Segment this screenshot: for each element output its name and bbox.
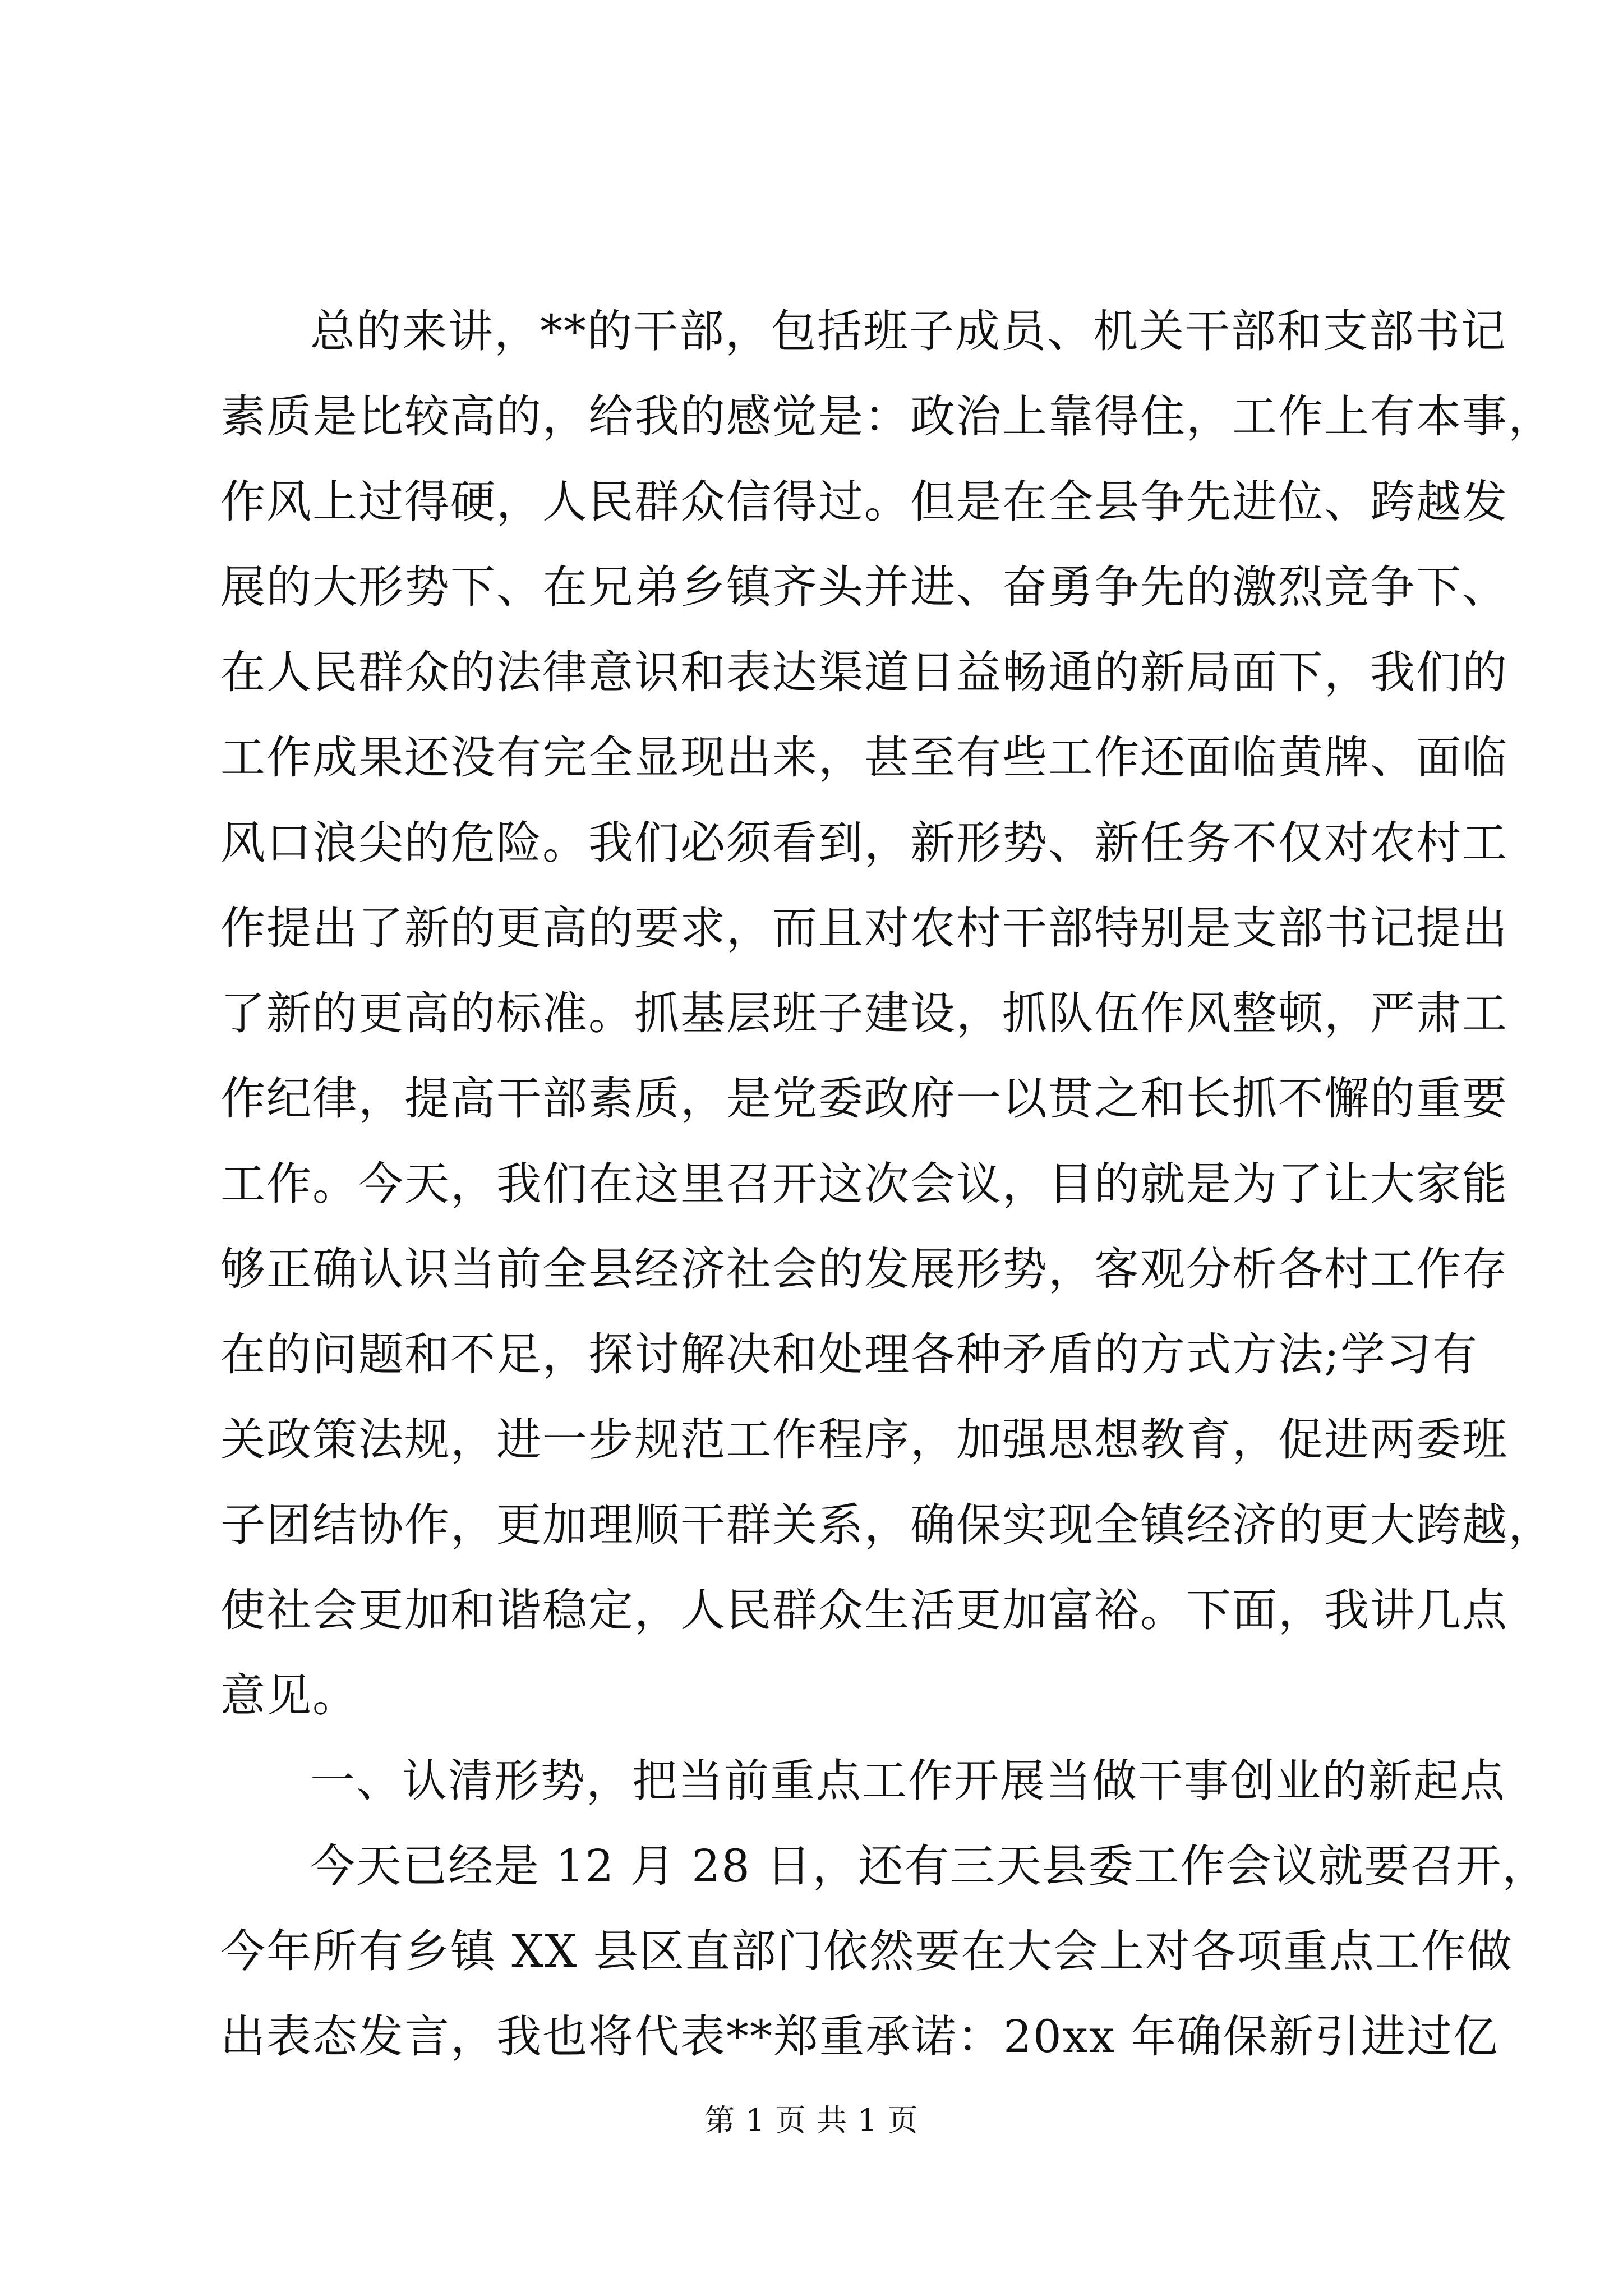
paragraph-line: 工作成果还没有完全显现出来，甚至有些工作还面临黄牌、面临 [220,731,1508,784]
paragraph-line: 在的问题和不足，探讨解决和处理各种矛盾的方式方法;学习有 [220,1328,1478,1381]
paragraph-line: 够正确认识当前全县经济社会的发展形势，客观分析各村工作存 [220,1243,1508,1295]
paragraph-line: 使社会更加和谐稳定，人民群众生活更加富裕。下面，我讲几点 [220,1584,1508,1636]
section-heading: 一、认清形势，把当前重点工作开展当做干事创业的新起点 [310,1755,1506,1807]
paragraph-line: 出表态发言，我也将代表**郑重承诺：20xx 年确保新引进过亿 [220,2010,1499,2063]
paragraph-line: 工作。今天，我们在这里召开这次会议，目的就是为了让大家能 [220,1158,1508,1210]
body-text [220,289,1554,2079]
page-footer: 第 1 页 共 1 页 [704,2102,919,2138]
paragraph-line: 素质是比较高的，给我的感觉是：政治上靠得住，工作上有本事， [220,390,1554,443]
paragraph-line: 作风上过得硬，人民群众信得过。但是在全县争先进位、跨越发 [220,476,1508,528]
paragraph-line: 意见。 [220,1669,358,1722]
paragraph-line: 作纪律，提高干部素质，是党委政府一以贯之和长抓不懈的重要 [220,1073,1508,1125]
paragraph-line: 了新的更高的标准。抓基层班子建设，抓队伍作风整顿，严肃工 [220,987,1508,1039]
paragraph-line: 展的大形势下、在兄弟乡镇齐头并进、奋勇争先的激烈竞争下、 [220,561,1508,613]
paragraph-line: 今年所有乡镇 XX 县区直部门依然要在大会上对各项重点工作做 [220,1925,1513,1977]
paragraph-line: 在人民群众的法律意识和表达渠道日益畅通的新局面下，我们的 [220,646,1508,698]
paragraph-line: 作提出了新的更高的要求，而且对农村干部特别是支部书记提出 [220,902,1508,954]
paragraph-line: 今天已经是 12 月 28 日，还有三天县委工作会议就要召开， [310,1840,1548,1892]
paragraph-line: 总的来讲，**的干部，包括班子成员、机关干部和支部书记 [310,305,1507,357]
paragraph-line: 关政策法规，进一步规范工作程序，加强思想教育，促进两委班 [220,1414,1508,1466]
paragraph-line: 子团结协作，更加理顺干群关系，确保实现全镇经济的更大跨越， [220,1499,1554,1551]
paragraph-line: 风口浪尖的危险。我们必须看到，新形势、新任务不仅对农村工 [220,817,1508,869]
